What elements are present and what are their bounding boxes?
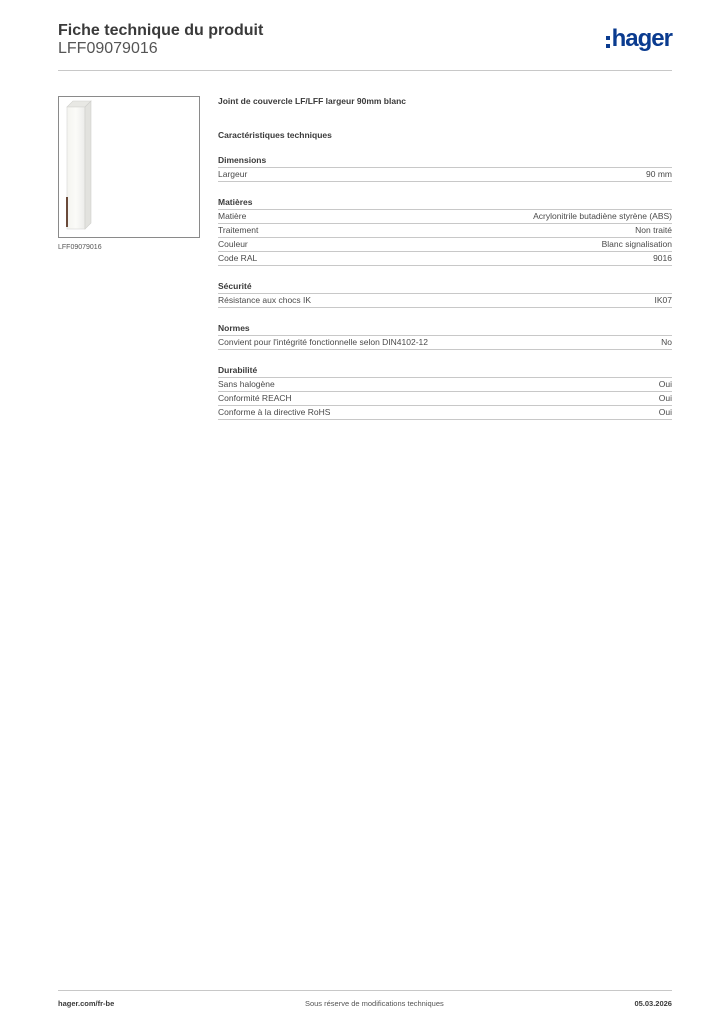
section-safety: [218, 281, 672, 308]
spec-value: IK07: [654, 295, 672, 305]
spec-row: [218, 238, 672, 252]
section-dimensions: [218, 155, 672, 182]
spec-value: Non traité: [635, 225, 672, 235]
hager-logo[interactable]: [606, 26, 672, 52]
section-title: Normes: [218, 323, 672, 336]
section-sustainability: [218, 365, 672, 420]
section-standards: [218, 323, 672, 350]
spec-row: [218, 224, 672, 238]
spec-label: Matière: [218, 211, 247, 221]
footer-website-link[interactable]: hager.com/fr-be: [58, 999, 115, 1008]
image-caption: LFF09079016: [58, 244, 102, 251]
spec-row: [218, 168, 672, 182]
spec-content: [218, 96, 672, 435]
spec-value: Acrylonitrile butadiène styrène (ABS): [533, 211, 672, 221]
section-materials: [218, 197, 672, 266]
spec-row: [218, 406, 672, 420]
spec-label: Sans halogène: [218, 379, 275, 389]
product-reference: LFF09079016: [58, 40, 158, 57]
footer-date: 05.03.2026: [634, 999, 672, 1008]
spec-value: Oui: [658, 379, 672, 389]
footer-disclaimer: Sous réserve de modifications techniques: [304, 999, 444, 1008]
spec-label: Code RAL: [218, 253, 258, 263]
spec-row: [218, 336, 672, 350]
spec-value: No: [661, 337, 672, 347]
spec-value: Oui: [658, 393, 672, 403]
page-header: [58, 20, 672, 71]
spec-label: Convient pour l'intégrité fonctionnelle selon DIN4102-12: [218, 337, 429, 347]
spec-value: 9016: [653, 253, 672, 263]
product-image: [58, 96, 200, 238]
section-title: Sécurité: [218, 281, 672, 294]
spec-label: Couleur: [218, 239, 248, 249]
product-name: Joint de couvercle LF/LFF largeur 90mm blanc: [218, 96, 406, 106]
spec-value: Oui: [658, 407, 672, 417]
spec-label: Largeur: [218, 169, 248, 179]
spec-label: Conformité REACH: [218, 393, 292, 403]
spec-label: Résistance aux chocs IK: [218, 295, 312, 305]
page-footer: [58, 990, 672, 1008]
spec-value: 90 mm: [646, 169, 672, 179]
section-title: Matières: [218, 197, 672, 210]
spec-row: [218, 210, 672, 224]
spec-row: [218, 378, 672, 392]
spec-row: [218, 294, 672, 308]
spec-row: [218, 252, 672, 266]
logo-text: hager: [611, 25, 672, 52]
section-title: Durabilité: [218, 365, 672, 378]
spec-label: Conforme à la directive RoHS: [218, 407, 331, 417]
spec-row: [218, 392, 672, 406]
document-title: Fiche technique du produit: [58, 22, 264, 39]
section-title: Dimensions: [218, 155, 672, 168]
logo-colon-mark: [606, 36, 610, 48]
product-illustration: [59, 97, 199, 237]
spec-value: Blanc signalisation: [601, 239, 672, 249]
tech-characteristics-title: Caractéristiques techniques: [218, 130, 332, 140]
spec-label: Traitement: [218, 225, 259, 235]
